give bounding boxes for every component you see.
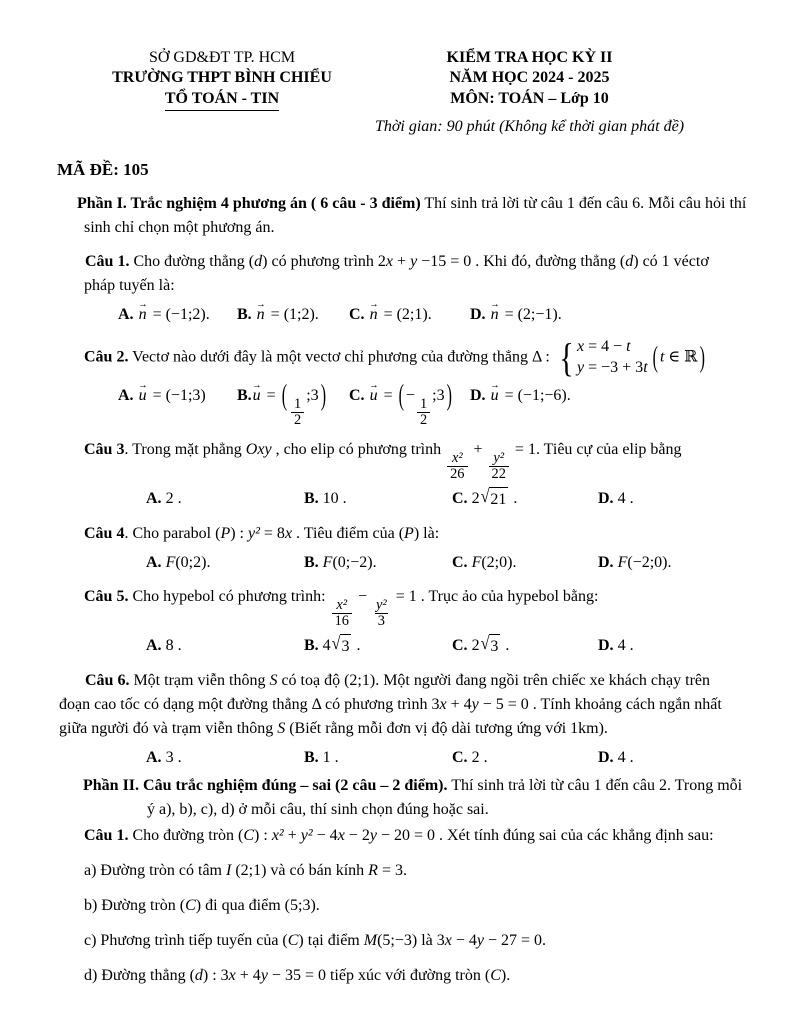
vector-variable: → n (491, 303, 499, 327)
part1-question-6-option-d: D. 4 . (598, 749, 634, 767)
fraction: $\frac{\text{y²}}{22}$ (489, 451, 509, 482)
vector-variable: → n (139, 303, 147, 327)
part1-question-1-option-d: D. → n = (2;−1). (470, 303, 734, 327)
big-paren: ) (446, 380, 452, 412)
part1-question-2-option-b: B.→ u = ( $\frac{1}{2}$ ;3 ) (237, 384, 349, 428)
part1-question-4-options (57, 551, 734, 575)
part1-question-3-option-c: C. 2 √ 21 . (452, 487, 598, 512)
part1-question-5-option-d: D. 4 . (598, 637, 634, 655)
department-name: SỞ GD&ĐT TP. HCM (148, 49, 296, 66)
part1-question-4-option-b: B. F(0;−2). (304, 554, 377, 572)
part1-question-5-options (57, 634, 734, 659)
part1-question-1-line-2: pháp tuyến là: (84, 277, 175, 295)
part1-heading-line-2: sinh chỉ chọn một phương án. (84, 219, 275, 237)
part1-question-3-options (57, 487, 734, 512)
vector-variable: → u (370, 384, 378, 408)
part1-question-2-option-d: D. → u = (−1;−6). (470, 384, 734, 408)
part1-question-2-option-c: C. → u = ( − $\frac{1}{2}$ ;3 ) (349, 384, 470, 428)
big-paren: ( (398, 380, 404, 412)
part1-question-5-option-c: C. 2 √ 3 . (452, 634, 598, 659)
subject-grade: MÔN: TOÁN – Lớp 10 (450, 89, 609, 107)
part1-question-6 (57, 669, 734, 770)
part1-question-6-line-2: đoạn cao tốc có dạng một đường thẳng Δ có phương trình 3x + 4y − 5 = 0 . Tính khoảng cách ngắn nhất (59, 696, 722, 714)
part1-question-1-option-b: B. → n = (1;2). (237, 303, 349, 327)
square-root: √ 21 (481, 487, 509, 512)
fraction: $\frac{1}{2}$ (417, 397, 430, 428)
part2-question-1-statement-d: d) Đường thẳng (d) : 3x + 4y − 35 = 0 tiếp xúc với đường tròn (C). (84, 967, 511, 985)
vector-variable: → u (491, 384, 499, 408)
part1-question-6-option-a: A. 3 . (146, 749, 182, 767)
part1-heading (57, 192, 747, 240)
part1-question-5 (57, 585, 734, 659)
duration-note: Thời gian: 90 phút (Không kể thời gian phát đề) (374, 118, 685, 136)
header (57, 48, 734, 139)
part1-question-3 (57, 438, 734, 512)
part2-heading-line-1: Phần II. Câu trắc nghiệm đúng – sai (2 câu – 2 điểm). Thí sinh trả lời từ câu 1 đến câu 2. Trong mỗi (83, 777, 743, 795)
school-name: TRƯỜNG THPT BÌNH CHIỂU (112, 69, 332, 87)
exam-title: KIỂM TRA HỌC KỲ II (446, 49, 613, 66)
exam-content (57, 192, 747, 988)
header-left (77, 48, 367, 111)
fraction: $\frac{\text{x²}}{16}$ (332, 598, 352, 629)
fraction: $\frac{\text{y²}}{3}$ (376, 597, 387, 630)
part1-question-6-option-c: C. 2 . (452, 749, 488, 767)
math-group-label: TỔ TOÁN - TIN (165, 89, 279, 111)
part2-question-1-statement-c: c) Phương trình tiếp tuyến của (C) tại điểm M(5;−3) là 3x − 4y − 27 = 0. (84, 932, 547, 950)
fraction: $\frac{1}{2}$ (291, 397, 304, 428)
big-paren: ) (699, 342, 705, 374)
vector-variable: → n (370, 303, 378, 327)
vector-variable: → n (257, 303, 265, 327)
part1-question-2-options (57, 380, 734, 428)
part1-question-4-option-a: A. F(0;2). (146, 554, 211, 572)
part1-question-1-option-a: A. → n = (−1;2). (118, 303, 237, 327)
part1-question-5-line-1: Câu 5. Cho hypebol có phương trình: $\frac{\text{x²}}{16}$ − $\frac{\text{y²}}{3}$ = 1 . Trục ảo của hypebol bằng: (84, 588, 599, 630)
big-paren: ) (320, 380, 327, 412)
part1-question-4 (57, 522, 734, 575)
big-paren: ( (652, 342, 658, 374)
part1-question-6-line-1: Câu 6. Một trạm viễn thông S có toạ độ (2;1). Một người đang ngồi trên chiếc xe khách chạy trên (85, 672, 710, 690)
part1-question-6-line-3: giữa người đó và trạm viễn thông S (Biết rằng mỗi đơn vị độ dài tương ứng với 1km). (59, 720, 608, 738)
part1-question-5-option-a: A. 8 . (146, 637, 182, 655)
part2-heading (57, 774, 743, 822)
part1-question-2-option-a: A. → u = (−1;3) (118, 384, 237, 408)
school-year: NĂM HỌC 2024 - 2025 (449, 69, 610, 87)
part1-question-1 (57, 250, 734, 327)
fraction: $\frac{\text{x²}}{26}$ (447, 451, 467, 482)
equation-system: { x = 4 − t y = −3 + 3t (559, 335, 648, 381)
math-group (77, 89, 367, 111)
part1-question-1-options (57, 303, 734, 327)
part1-question-1-option-c: C. → n = (2;1). (349, 303, 470, 327)
big-paren: ( (281, 380, 288, 412)
part1-question-4-option-c: C. F(2;0). (452, 554, 517, 572)
part1-question-3-option-a: A. 2 . (146, 490, 182, 508)
part1-heading-line-1: Phần I. Trắc nghiệm 4 phương án ( 6 câu - 3 điểm) Thí sinh trả lời từ câu 1 đến câu 6. Mỗi câu hỏi thí (77, 195, 747, 213)
vector-variable: → u (139, 384, 147, 408)
part2-heading-line-2: ý a), b), c), d) ở mỗi câu, thí sinh chọn đúng hoặc sai. (147, 801, 489, 819)
vector-variable: → u (253, 384, 261, 408)
part1-question-4-option-d: D. F(−2;0). (598, 554, 672, 572)
part1-question-3-option-d: D. 4 . (598, 490, 634, 508)
part1-question-2-line-1: Câu 2. Vectơ nào dưới đây là một vectơ chỉ phương của đường thẳng Δ : { x = 4 − t y = −3 + 3t ( t ∈ ℝ ) (84, 335, 705, 381)
part2-question-1-line-1: Câu 1. Cho đường tròn (C) : x² + y² − 4x − 2y − 20 = 0 . Xét tính đúng sai của các khẳng định sau: (84, 827, 714, 845)
square-root: √ 3 (332, 634, 352, 659)
part1-question-4-line-1: Câu 4. Cho parabol (P) : y² = 8x . Tiêu điểm của (P) là: (84, 525, 440, 543)
part1-question-3-option-b: B. 10 . (304, 490, 347, 508)
part2-question-1-statement-b: b) Đường tròn (C) đi qua điểm (5;3). (84, 897, 320, 915)
part1-question-6-options (57, 746, 734, 770)
part1-question-2 (57, 337, 734, 428)
part2-question-1-statement-a: a) Đường tròn có tâm I (2;1) và có bán kính R = 3. (84, 862, 407, 880)
part1-question-6-option-b: B. 1 . (304, 749, 339, 767)
square-root: √ 3 (481, 634, 501, 659)
part1-question-1-line-1: Câu 1. Cho đường thẳng (d) có phương trình 2x + y −15 = 0 . Khi đó, đường thẳng (d) có 1 véctơ (85, 253, 709, 271)
part2-question-1 (57, 824, 734, 988)
exam-code: MÃ ĐỀ: 105 (57, 159, 149, 179)
part1-question-3-line-1: Câu 3. Trong mặt phẳng Oxy , cho elip có phương trình $\frac{\text{x²}}{26}$ + $\frac{\text{y²}}{22}$ = 1. Tiêu cự của elip bằng (84, 441, 682, 483)
part1-question-5-option-b: B. 4 √ 3 . (304, 634, 452, 659)
header-right (367, 48, 692, 139)
